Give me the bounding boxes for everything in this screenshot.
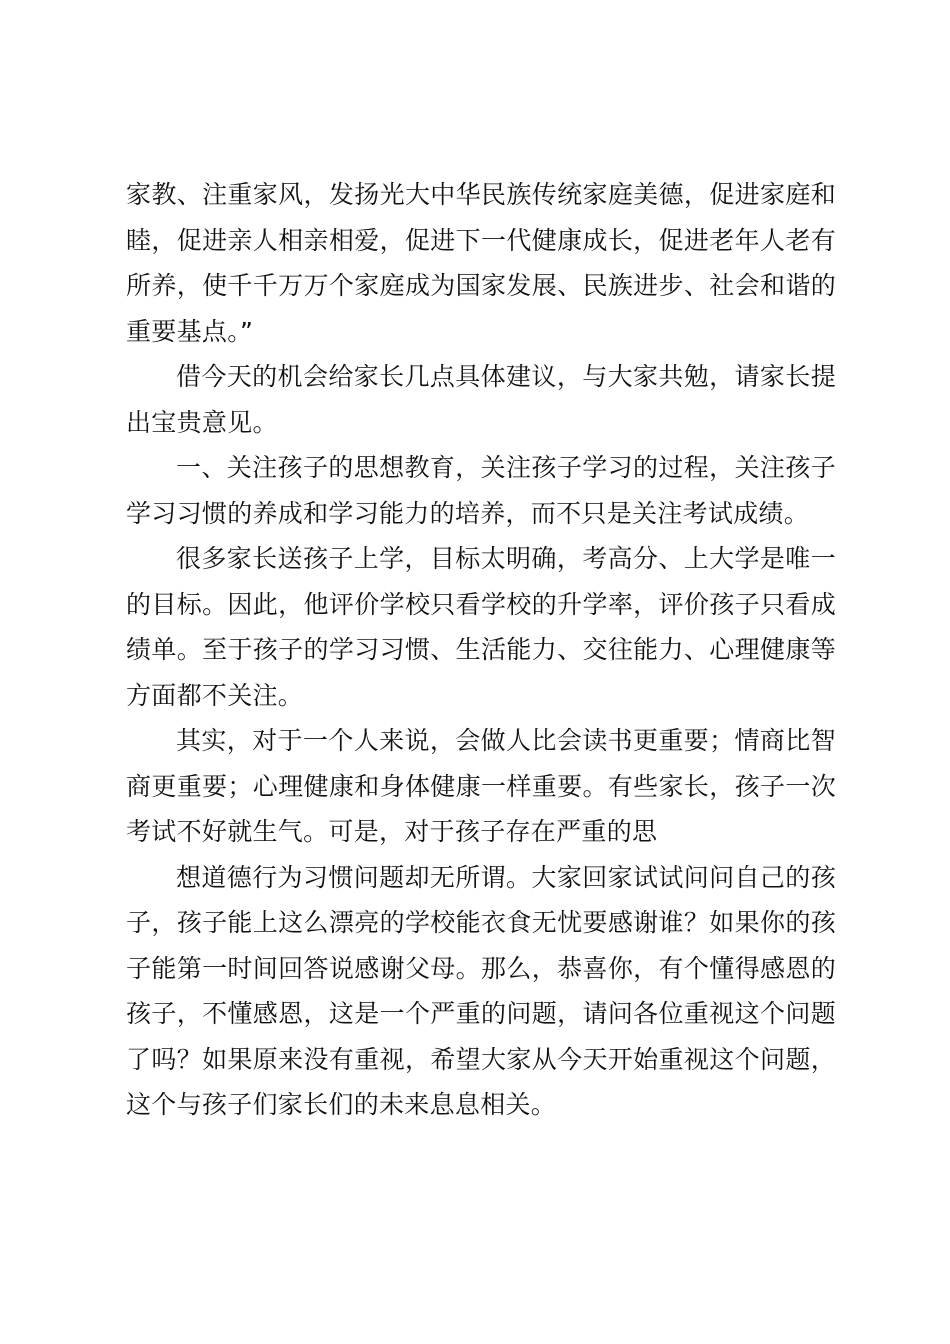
document-page [126, 172, 836, 1128]
paragraph: 家教、注重家风，发扬光大中华民族传统家庭美德，促进家庭和睦，促进亲人相亲相爱，促进下一代健康成长，促进老年人老有所养，使千千万万个家庭成为国家发展、民族进步、社会和谐的重要基点。” [126, 180, 836, 346]
paragraph: 借今天的机会给家长几点具体建议，与大家共勉，请家长提出宝贵意见。 [126, 362, 836, 437]
paragraph: 很多家长送孩子上学，目标太明确，考高分、上大学是唯一的目标。因此，他评价学校只看学校的升学率，评价孩子只看成绩单。至于孩子的学习习惯、生活能力、交往能力、心理健康等方面都不关注。 [126, 544, 836, 710]
paragraph: 想道德行为习惯问题却无所谓。大家回家试试问问自己的孩子，孩子能上这么漂亮的学校能衣食无忧要感谢谁？如果你的孩子能第一时间回答说感谢父母。那么，恭喜你，有个懂得感恩的孩子，不懂感恩，这是一个严重的问题，请问各位重视这个问题了吗？如果原来没有重视，希望大家从今天开始重视这个问题，这个与孩子们家长们的未来息息相关。 [126, 862, 836, 1119]
paragraph: 其实，对于一个人来说，会做人比会读书更重要；情商比智商更重要；心理健康和身体健康一样重要。有些家长，孩子一次考试不好就生气。可是，对于孩子存在严重的思 [126, 726, 836, 846]
paragraph: 一、关注孩子的思想教育，关注孩子学习的过程，关注孩子学习习惯的养成和学习能力的培养，而不只是关注考试成绩。 [126, 453, 836, 528]
